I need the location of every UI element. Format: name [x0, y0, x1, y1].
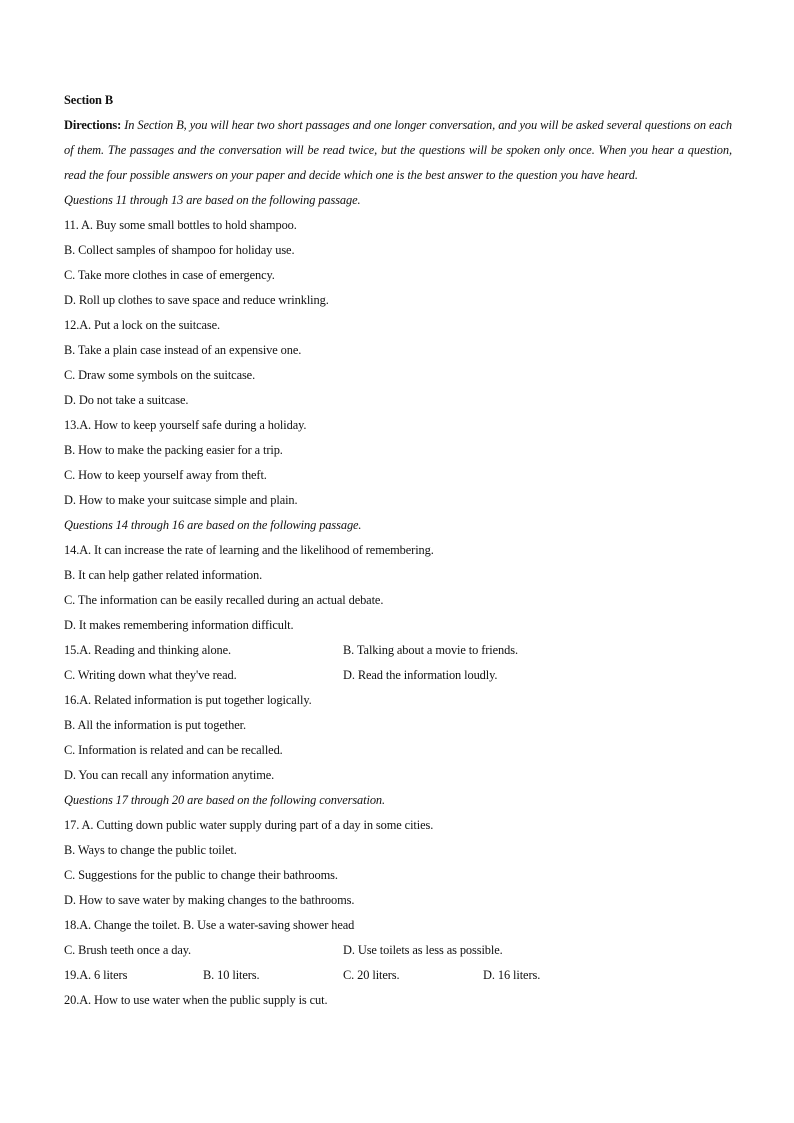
q14-option-c: C. The information can be easily recalled during an actual debate.	[64, 593, 384, 607]
q15-option-a: 15.A. Reading and thinking alone.	[64, 643, 232, 657]
section-title: Section B	[64, 93, 114, 107]
q16-option-b: B. All the information is put together.	[64, 718, 246, 732]
q11-option-d: D. Roll up clothes to save space and reduce wrinkling.	[64, 293, 329, 307]
q17-option-c: C. Suggestions for the public to change their bathrooms.	[64, 868, 338, 882]
directions-text: In Section B, you will hear two short passages and one longer conversation, and you will be asked several questions on each of them. The passages and the conversation will be read twice, but the questions will be spoken only once. When you hear a question, read the four possible answers on your paper and decide which one is the best answer to the question you have heard.	[64, 118, 732, 182]
q12-option-b: B. Take a plain case instead of an expensive one.	[64, 343, 302, 357]
q19-option-a: 19.A. 6 liters	[64, 968, 128, 982]
q13-option-d: D. How to make your suitcase simple and plain.	[64, 493, 298, 507]
q15-row-2	[64, 663, 732, 688]
q13-option-a: 13.A. How to keep yourself safe during a holiday.	[64, 418, 307, 432]
q19-option-d: D. 16 liters.	[483, 968, 541, 982]
q11-option-a: 11. A. Buy some small bottles to hold shampoo.	[64, 218, 297, 232]
q15-row-1	[64, 638, 732, 663]
q20-option-a: 20.A. How to use water when the public supply is cut.	[64, 993, 328, 1007]
q14-option-d: D. It makes remembering information difficult.	[64, 618, 294, 632]
q17-option-a: 17. A. Cutting down public water supply during part of a day in some cities.	[64, 818, 434, 832]
q14-option-b: B. It can help gather related information.	[64, 568, 263, 582]
q15-option-c: C. Writing down what they've read.	[64, 668, 237, 682]
q16-option-d: D. You can recall any information anytime.	[64, 768, 275, 782]
group2-intro: Questions 14 through 16 are based on the following passage.	[64, 518, 362, 532]
q13-option-b: B. How to make the packing easier for a trip.	[64, 443, 283, 457]
q11-option-b: B. Collect samples of shampoo for holiday use.	[64, 243, 295, 257]
q18-option-d: D. Use toilets as less as possible.	[343, 943, 503, 957]
q19-row	[64, 963, 732, 988]
q13-option-c: C. How to keep yourself away from theft.	[64, 468, 267, 482]
q18-option-c: C. Brush teeth once a day.	[64, 943, 192, 957]
q12-option-c: C. Draw some symbols on the suitcase.	[64, 368, 256, 382]
q11-option-c: C. Take more clothes in case of emergency.	[64, 268, 275, 282]
q15-option-d: D. Read the information loudly.	[343, 668, 498, 682]
q18-row-2	[64, 938, 732, 963]
q16-option-c: C. Information is related and can be recalled.	[64, 743, 283, 757]
q12-option-d: D. Do not take a suitcase.	[64, 393, 189, 407]
q12-option-a: 12.A. Put a lock on the suitcase.	[64, 318, 221, 332]
q19-option-b: B. 10 liters.	[203, 968, 260, 982]
directions	[64, 113, 732, 188]
q17-option-b: B. Ways to change the public toilet.	[64, 843, 237, 857]
exam-page	[64, 88, 732, 1013]
q14-option-a: 14.A. It can increase the rate of learning and the likelihood of remembering.	[64, 543, 434, 557]
q17-option-d: D. How to save water by making changes to the bathrooms.	[64, 893, 355, 907]
directions-label: Directions:	[64, 118, 122, 132]
q19-option-c: C. 20 liters.	[343, 968, 400, 982]
group1-intro: Questions 11 through 13 are based on the following passage.	[64, 193, 361, 207]
q18-option-ab: 18.A. Change the toilet. B. Use a water-saving shower head	[64, 918, 355, 932]
group3-intro: Questions 17 through 20 are based on the following conversation.	[64, 793, 386, 807]
q16-option-a: 16.A. Related information is put together logically.	[64, 693, 312, 707]
q15-option-b: B. Talking about a movie to friends.	[343, 643, 518, 657]
